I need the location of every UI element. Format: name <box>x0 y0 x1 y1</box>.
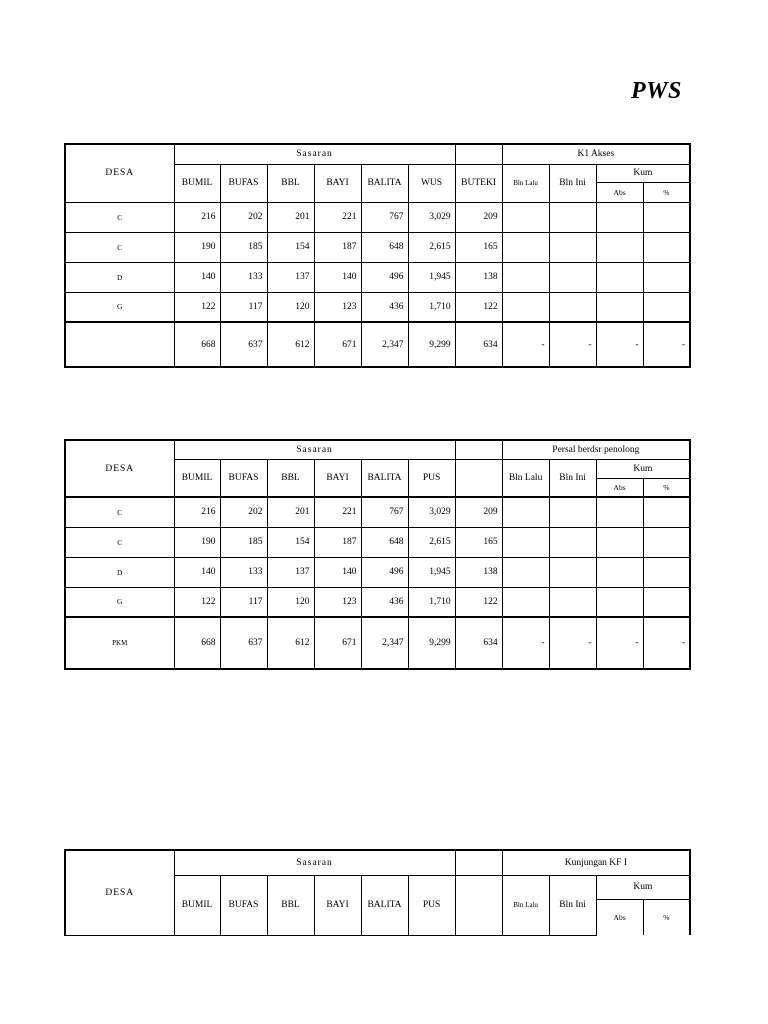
value-cell: 133 <box>220 557 267 587</box>
page-title: PWS <box>631 78 682 104</box>
col-header-abs: Abs <box>596 478 643 497</box>
value-cell: 117 <box>220 587 267 617</box>
col-header-bumil: BUMIL <box>174 164 220 202</box>
value-cell: 187 <box>314 527 361 557</box>
value-cell: 122 <box>174 587 220 617</box>
col-header-bayi: BAYI <box>314 875 361 935</box>
col-header-bbl: BBL <box>267 459 314 497</box>
empty-cell <box>643 587 690 617</box>
value-cell: 187 <box>314 232 361 262</box>
empty-cell <box>596 587 643 617</box>
value-cell: 1,945 <box>408 262 455 292</box>
col-header-pct: % <box>643 478 690 497</box>
total-value-cell: 612 <box>267 617 314 669</box>
desa-cell: C <box>65 527 174 557</box>
desa-total-cell: PKM <box>65 617 174 669</box>
pws-table-k1-akses <box>64 143 691 368</box>
col-header-pus: PUS <box>408 459 455 497</box>
col-header-pct: % <box>643 899 690 935</box>
total-value-cell: 2,347 <box>361 322 408 367</box>
sasaran-header: Sasaran <box>174 144 455 164</box>
total-value-cell: 9,299 <box>408 322 455 367</box>
col-header-balita: BALITA <box>361 459 408 497</box>
col-header-abs: Abs <box>596 899 643 935</box>
col-header-balita: BALITA <box>361 164 408 202</box>
empty-cell <box>643 292 690 322</box>
table-row <box>65 232 690 262</box>
empty-cell <box>596 262 643 292</box>
value-cell: 117 <box>220 292 267 322</box>
value-cell: 122 <box>455 587 502 617</box>
col-header-bbl: BBL <box>267 164 314 202</box>
value-cell: 201 <box>267 202 314 232</box>
empty-cell <box>502 292 549 322</box>
value-cell: 216 <box>174 497 220 527</box>
empty-cell <box>502 557 549 587</box>
value-cell: 133 <box>220 262 267 292</box>
empty-cell <box>549 292 596 322</box>
empty-cell <box>502 587 549 617</box>
col-header-blank <box>455 875 502 935</box>
value-cell: 165 <box>455 527 502 557</box>
col-header-bufas: BUFAS <box>220 164 267 202</box>
blank-header-cell <box>455 144 502 164</box>
empty-cell <box>643 527 690 557</box>
empty-cell <box>596 232 643 262</box>
value-cell: 201 <box>267 497 314 527</box>
blank-header-cell <box>455 440 502 459</box>
value-cell: 2,615 <box>408 527 455 557</box>
value-cell: 648 <box>361 527 408 557</box>
table-row <box>65 497 690 527</box>
empty-cell <box>502 232 549 262</box>
empty-cell <box>596 527 643 557</box>
total-value-cell: 634 <box>455 322 502 367</box>
col-header-kum: Kum <box>596 459 690 478</box>
value-cell: 137 <box>267 262 314 292</box>
total-value-cell: 2,347 <box>361 617 408 669</box>
empty-cell <box>596 202 643 232</box>
empty-cell <box>549 497 596 527</box>
value-cell: 190 <box>174 527 220 557</box>
value-cell: 1,710 <box>408 292 455 322</box>
sasaran-header: Sasaran <box>174 850 455 875</box>
total-value-cell: 637 <box>220 322 267 367</box>
table-row <box>65 262 690 292</box>
value-cell: 202 <box>220 202 267 232</box>
desa-cell: D <box>65 557 174 587</box>
desa-cell: G <box>65 587 174 617</box>
empty-cell <box>643 262 690 292</box>
col-header-bumil: BUMIL <box>174 875 220 935</box>
value-cell: 436 <box>361 587 408 617</box>
col-header-wus: WUS <box>408 164 455 202</box>
desa-header: DESA <box>65 440 174 497</box>
desa-total-cell <box>65 322 174 367</box>
empty-cell <box>643 232 690 262</box>
desa-cell: D <box>65 262 174 292</box>
empty-cell <box>596 292 643 322</box>
empty-cell <box>549 232 596 262</box>
empty-cell <box>596 497 643 527</box>
total-dash-cell: - <box>549 322 596 367</box>
col-header-bumil: BUMIL <box>174 459 220 497</box>
value-cell: 120 <box>267 292 314 322</box>
desa-cell: G <box>65 292 174 322</box>
table-row <box>65 587 690 617</box>
value-cell: 140 <box>174 262 220 292</box>
desa-cell: C <box>65 202 174 232</box>
value-cell: 154 <box>267 527 314 557</box>
value-cell: 165 <box>455 232 502 262</box>
value-cell: 137 <box>267 557 314 587</box>
desa-cell: C <box>65 497 174 527</box>
value-cell: 221 <box>314 202 361 232</box>
empty-cell <box>549 557 596 587</box>
value-cell: 209 <box>455 497 502 527</box>
desa-cell: C <box>65 232 174 262</box>
total-value-cell: 671 <box>314 617 361 669</box>
col-header-bln-lalu: Bln Lalu <box>502 875 549 935</box>
col-header-bln-ini: Bln Ini <box>549 875 596 935</box>
value-cell: 221 <box>314 497 361 527</box>
col-header-bayi: BAYI <box>314 164 361 202</box>
value-cell: 436 <box>361 292 408 322</box>
empty-cell <box>502 202 549 232</box>
empty-cell <box>549 262 596 292</box>
total-row <box>65 322 690 367</box>
total-dash-cell: - <box>549 617 596 669</box>
total-value-cell: 668 <box>174 322 220 367</box>
value-cell: 648 <box>361 232 408 262</box>
total-value-cell: 668 <box>174 617 220 669</box>
value-cell: 138 <box>455 557 502 587</box>
indicator-header: Kunjungan KF I <box>502 850 690 875</box>
total-value-cell: 612 <box>267 322 314 367</box>
col-header-bufas: BUFAS <box>220 875 267 935</box>
total-value-cell: 671 <box>314 322 361 367</box>
value-cell: 122 <box>174 292 220 322</box>
col-header-balita: BALITA <box>361 875 408 935</box>
value-cell: 1,945 <box>408 557 455 587</box>
col-header-bufas: BUFAS <box>220 459 267 497</box>
empty-cell <box>502 262 549 292</box>
value-cell: 3,029 <box>408 497 455 527</box>
value-cell: 185 <box>220 527 267 557</box>
col-header-bln-lalu: Bln Lalu <box>502 164 549 202</box>
total-dash-cell: - <box>596 617 643 669</box>
value-cell: 767 <box>361 202 408 232</box>
empty-cell <box>643 557 690 587</box>
col-header-bbl: BBL <box>267 875 314 935</box>
value-cell: 216 <box>174 202 220 232</box>
value-cell: 120 <box>267 587 314 617</box>
value-cell: 122 <box>455 292 502 322</box>
empty-cell <box>549 587 596 617</box>
col-header-blank <box>455 459 502 497</box>
sasaran-header: Sasaran <box>174 440 455 459</box>
value-cell: 123 <box>314 292 361 322</box>
table-row <box>65 202 690 232</box>
value-cell: 3,029 <box>408 202 455 232</box>
empty-cell <box>549 202 596 232</box>
blank-header-cell <box>455 850 502 875</box>
table-row <box>65 292 690 322</box>
total-row <box>65 617 690 669</box>
col-header-pct: % <box>643 182 690 202</box>
col-header-buteki: BUTEKI <box>455 164 502 202</box>
value-cell: 209 <box>455 202 502 232</box>
empty-cell <box>643 202 690 232</box>
col-header-bln-lalu: Bln Lalu <box>502 459 549 497</box>
col-header-bln-ini: Bln Ini <box>549 459 596 497</box>
col-header-pus: PUS <box>408 875 455 935</box>
value-cell: 154 <box>267 232 314 262</box>
total-value-cell: 634 <box>455 617 502 669</box>
desa-header: DESA <box>65 850 174 935</box>
empty-cell <box>502 497 549 527</box>
total-dash-cell: - <box>596 322 643 367</box>
col-header-bln-ini: Bln Ini <box>549 164 596 202</box>
col-header-kum: Kum <box>596 164 690 182</box>
empty-cell <box>596 557 643 587</box>
total-value-cell: 9,299 <box>408 617 455 669</box>
table-row <box>65 557 690 587</box>
value-cell: 140 <box>314 557 361 587</box>
empty-cell <box>643 497 690 527</box>
value-cell: 138 <box>455 262 502 292</box>
table-row <box>65 527 690 557</box>
indicator-header: K1 Akses <box>502 144 690 164</box>
value-cell: 140 <box>314 262 361 292</box>
total-dash-cell: - <box>643 617 690 669</box>
value-cell: 190 <box>174 232 220 262</box>
value-cell: 123 <box>314 587 361 617</box>
col-header-kum: Kum <box>596 875 690 899</box>
total-value-cell: 637 <box>220 617 267 669</box>
value-cell: 767 <box>361 497 408 527</box>
value-cell: 496 <box>361 557 408 587</box>
value-cell: 2,615 <box>408 232 455 262</box>
total-dash-cell: - <box>502 322 549 367</box>
pws-table-persalinan <box>64 439 691 670</box>
total-dash-cell: - <box>502 617 549 669</box>
value-cell: 185 <box>220 232 267 262</box>
col-header-abs: Abs <box>596 182 643 202</box>
value-cell: 1,710 <box>408 587 455 617</box>
total-dash-cell: - <box>643 322 690 367</box>
col-header-bayi: BAYI <box>314 459 361 497</box>
value-cell: 202 <box>220 497 267 527</box>
empty-cell <box>549 527 596 557</box>
desa-header: DESA <box>65 144 174 202</box>
pws-table-kunjungan-kf <box>64 849 691 936</box>
indicator-header: Persal berdsr penolong <box>502 440 690 459</box>
empty-cell <box>502 527 549 557</box>
value-cell: 140 <box>174 557 220 587</box>
value-cell: 496 <box>361 262 408 292</box>
